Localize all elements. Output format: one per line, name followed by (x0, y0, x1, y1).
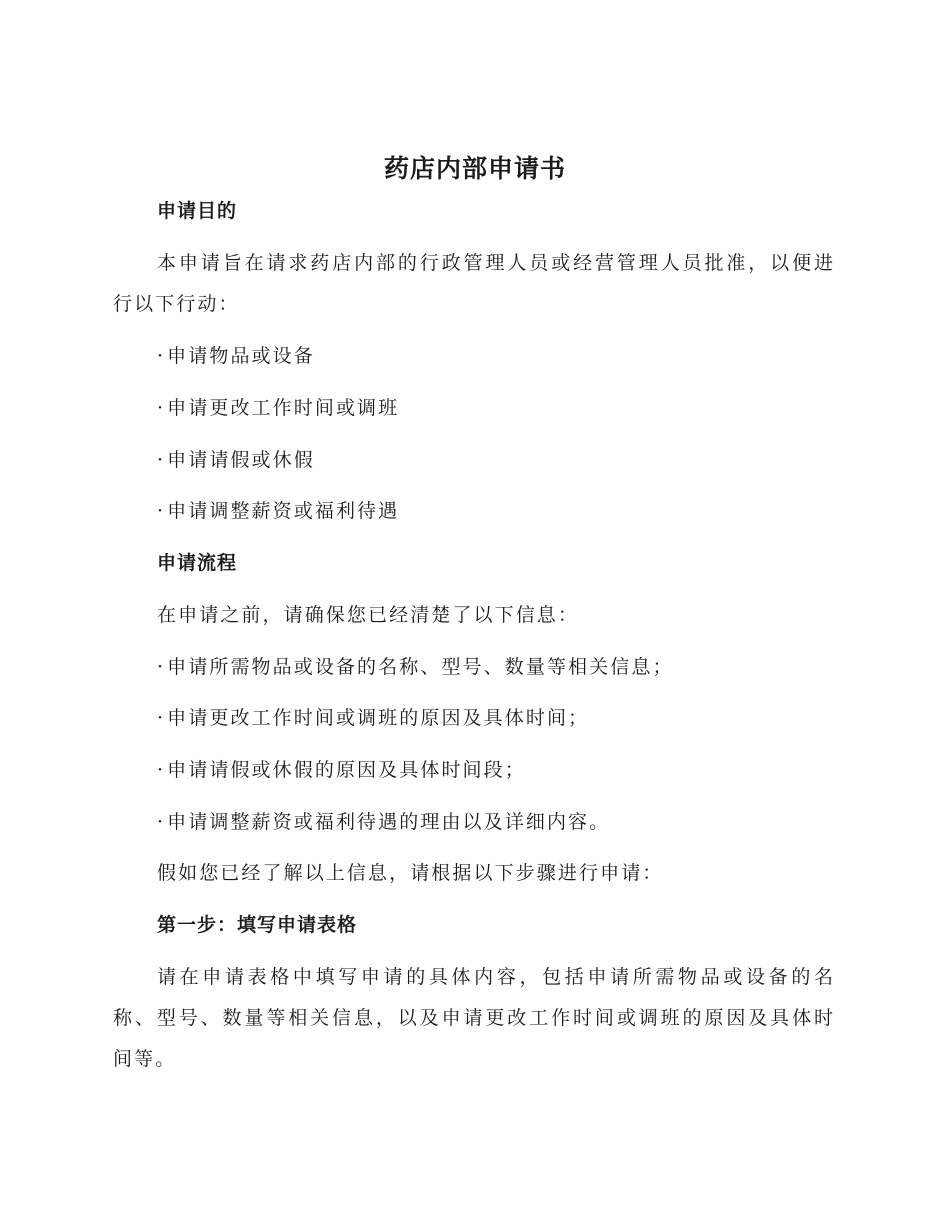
process-item-text: 申请调整薪资或福利待遇的理由以及详细内容。 (167, 811, 611, 833)
steps-intro: 假如您已经了解以上信息，请根据以下步骤进行申请： (157, 862, 664, 884)
process-item-text: 申请更改工作时间或调班的原因及具体时间； (167, 707, 590, 729)
process-item-text: 申请所需物品或设备的名称、型号、数量等相关信息； (167, 656, 674, 678)
bullet-icon: · (157, 397, 166, 419)
process-list-item (157, 756, 833, 784)
section-heading-purpose: 申请目的 (157, 200, 238, 222)
step1-paragraph-line-3: 间等。 (113, 1048, 177, 1070)
bullet-icon: · (157, 707, 166, 729)
process-intro: 在申请之前，请确保您已经清楚了以下信息： (157, 604, 580, 626)
step1-paragraph-line-1: 请在申请表格中填写申请的具体内容，包括申请所需物品或设备的名 (157, 966, 833, 988)
purpose-list-item (157, 446, 833, 474)
document-title: 药店内部申请书 (383, 154, 566, 183)
purpose-item-text: 申请更改工作时间或调班 (167, 397, 400, 419)
bullet-icon: · (157, 811, 166, 833)
bullet-icon: · (157, 500, 166, 522)
intro-paragraph-line-1: 本申请旨在请求药店内部的行政管理人员或经营管理人员批准，以便进 (157, 252, 833, 274)
purpose-list-item (157, 342, 833, 370)
purpose-list-item (157, 497, 833, 525)
process-item-text: 申请请假或休假的原因及具体时间段； (167, 759, 526, 781)
purpose-item-text: 申请调整薪资或福利待遇 (167, 500, 400, 522)
step1-heading: 第一步：填写申请表格 (157, 914, 358, 936)
process-list-item (157, 808, 833, 836)
purpose-item-text: 申请请假或休假 (167, 449, 315, 471)
section-heading-process: 申请流程 (157, 552, 238, 574)
bullet-icon: · (157, 656, 166, 678)
bullet-icon: · (157, 759, 166, 781)
bullet-icon: · (157, 345, 166, 367)
intro-paragraph-line-2: 行以下行动： (113, 293, 240, 315)
purpose-item-text: 申请物品或设备 (167, 345, 315, 367)
bullet-icon: · (157, 449, 166, 471)
step1-paragraph-line-2: 称、型号、数量等相关信息，以及申请更改工作时间或调班的原因及具体时 (113, 1007, 833, 1029)
process-list-item (157, 704, 833, 732)
purpose-list-item (157, 394, 833, 422)
process-list-item (157, 653, 833, 681)
